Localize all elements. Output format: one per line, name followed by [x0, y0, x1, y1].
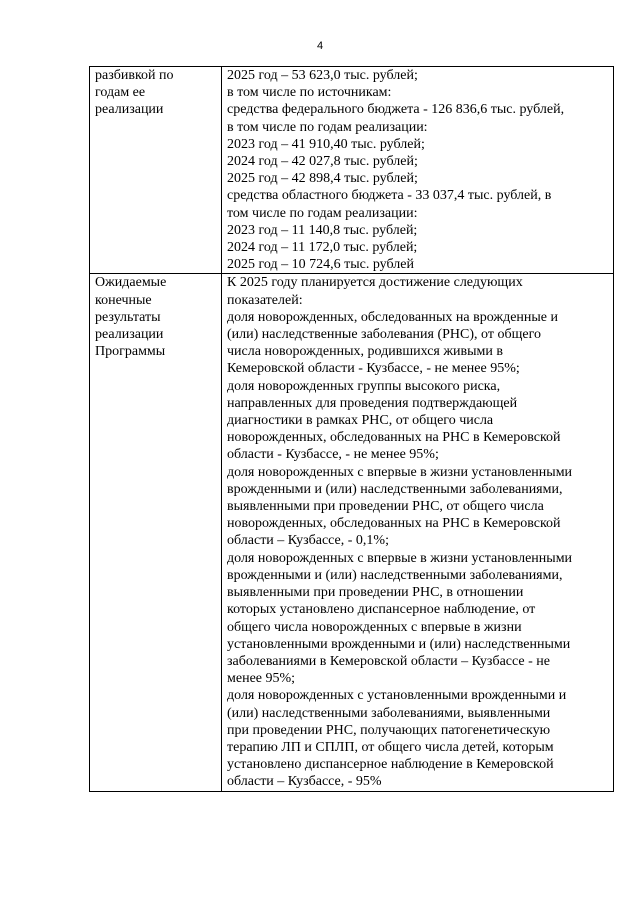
label-line: Программы — [95, 344, 166, 360]
value-line: (или) наследственными заболеваниями, выявленными — [227, 705, 551, 721]
value-line: при проведении РНС, получающих патогенетическую — [227, 722, 551, 738]
page-number: 4 — [316, 40, 324, 52]
table-row — [90, 67, 614, 274]
value-line: области – Кузбассе, - 95% — [227, 774, 382, 790]
value-line: менее 95%; — [227, 671, 296, 687]
value-line: 2025 год – 53 623,0 тыс. рублей; — [227, 68, 418, 83]
value-line: в том числе по годам реализации: — [227, 119, 428, 135]
row-value-cell — [222, 274, 614, 791]
value-line: 2024 год – 11 172,0 тыс. рублей; — [227, 240, 418, 256]
value-line: том числе по годам реализации: — [227, 205, 418, 221]
value-line: доля новорожденных, обследованных на врожденные и — [227, 309, 559, 325]
value-line: установленными врожденными и (или) наследственными — [227, 636, 571, 652]
value-line: 2023 год – 41 910,40 тыс. рублей; — [227, 136, 425, 152]
row-value-cell — [222, 67, 614, 274]
value-line: средства федерального бюджета - 126 836,6 тыс. рублей, — [227, 102, 565, 118]
value-line: доля новорожденных группы высокого риска, — [227, 378, 501, 394]
value-line: заболеваниями в Кемеровской области – Кузбассе - не — [227, 653, 550, 669]
table-row — [90, 274, 614, 791]
value-line: терапию ЛП и СПЛП, от общего числа детей, которым — [227, 739, 554, 755]
value-line: доля новорожденных с впервые в жизни установленными — [227, 550, 573, 566]
value-line: новорожденных, обследованных на РНС в Кемеровской — [227, 516, 561, 532]
value-line: 2025 год – 42 898,4 тыс. рублей; — [227, 171, 418, 187]
label-line: реализации — [95, 327, 164, 343]
value-line: 2024 год – 42 027,8 тыс. рублей; — [227, 154, 418, 170]
value-line: которых установлено диспансерное наблюдение, от — [227, 602, 536, 618]
value-line: выявленными при проведении РНС, от общего числа — [227, 499, 544, 515]
value-line: области - Кузбассе, - не менее 95%; — [227, 447, 439, 463]
value-line: выявленными при проведении РНС, в отношении — [227, 585, 524, 601]
value-line: в том числе по источникам: — [227, 85, 392, 101]
label-line: конечные — [95, 292, 152, 308]
label-line: разбивкой по — [95, 68, 174, 83]
value-line: показателей: — [227, 292, 303, 308]
label-line: Ожидаемые — [95, 275, 167, 291]
value-line: средства областного бюджета - 33 037,4 тыс. рублей, в — [227, 188, 552, 204]
program-passport-table — [89, 66, 614, 792]
value-line: врожденными и (или) наследственными заболеваниями, — [227, 567, 563, 583]
value-line: доля новорожденных с установленными врожденными и — [227, 688, 567, 704]
value-line: новорожденных, обследованных на РНС в Кемеровской — [227, 430, 561, 446]
label-line: результаты — [95, 309, 161, 325]
value-line: 2025 год – 10 724,6 тыс. рублей — [227, 257, 414, 273]
value-line: числа новорожденных, родившихся живыми в — [227, 344, 503, 360]
value-line: области – Кузбассе, - 0,1%; — [227, 533, 389, 549]
value-line: доля новорожденных с впервые в жизни установленными — [227, 464, 573, 480]
value-line: Кемеровской области - Кузбассе, - не менее 95%; — [227, 361, 520, 377]
value-line: общего числа новорожденных с впервые в жизни — [227, 619, 522, 635]
value-line: диагностики в рамках РНС, от общего числа — [227, 413, 494, 429]
value-line: установлено диспансерное наблюдение в Кемеровской — [227, 757, 554, 773]
value-line: 2023 год – 11 140,8 тыс. рублей; — [227, 222, 418, 238]
value-line: направленных для проведения подтверждающей — [227, 395, 518, 411]
row-label-cell — [90, 274, 222, 791]
row-label-cell — [90, 67, 222, 274]
value-line: К 2025 году планируется достижение следующих — [227, 275, 523, 291]
value-line: (или) наследственные заболевания (РНС), от общего — [227, 327, 541, 343]
value-line: врожденными и (или) наследственными заболеваниями, — [227, 481, 563, 497]
label-line: реализации — [95, 102, 164, 118]
label-line: годам ее — [95, 85, 146, 101]
